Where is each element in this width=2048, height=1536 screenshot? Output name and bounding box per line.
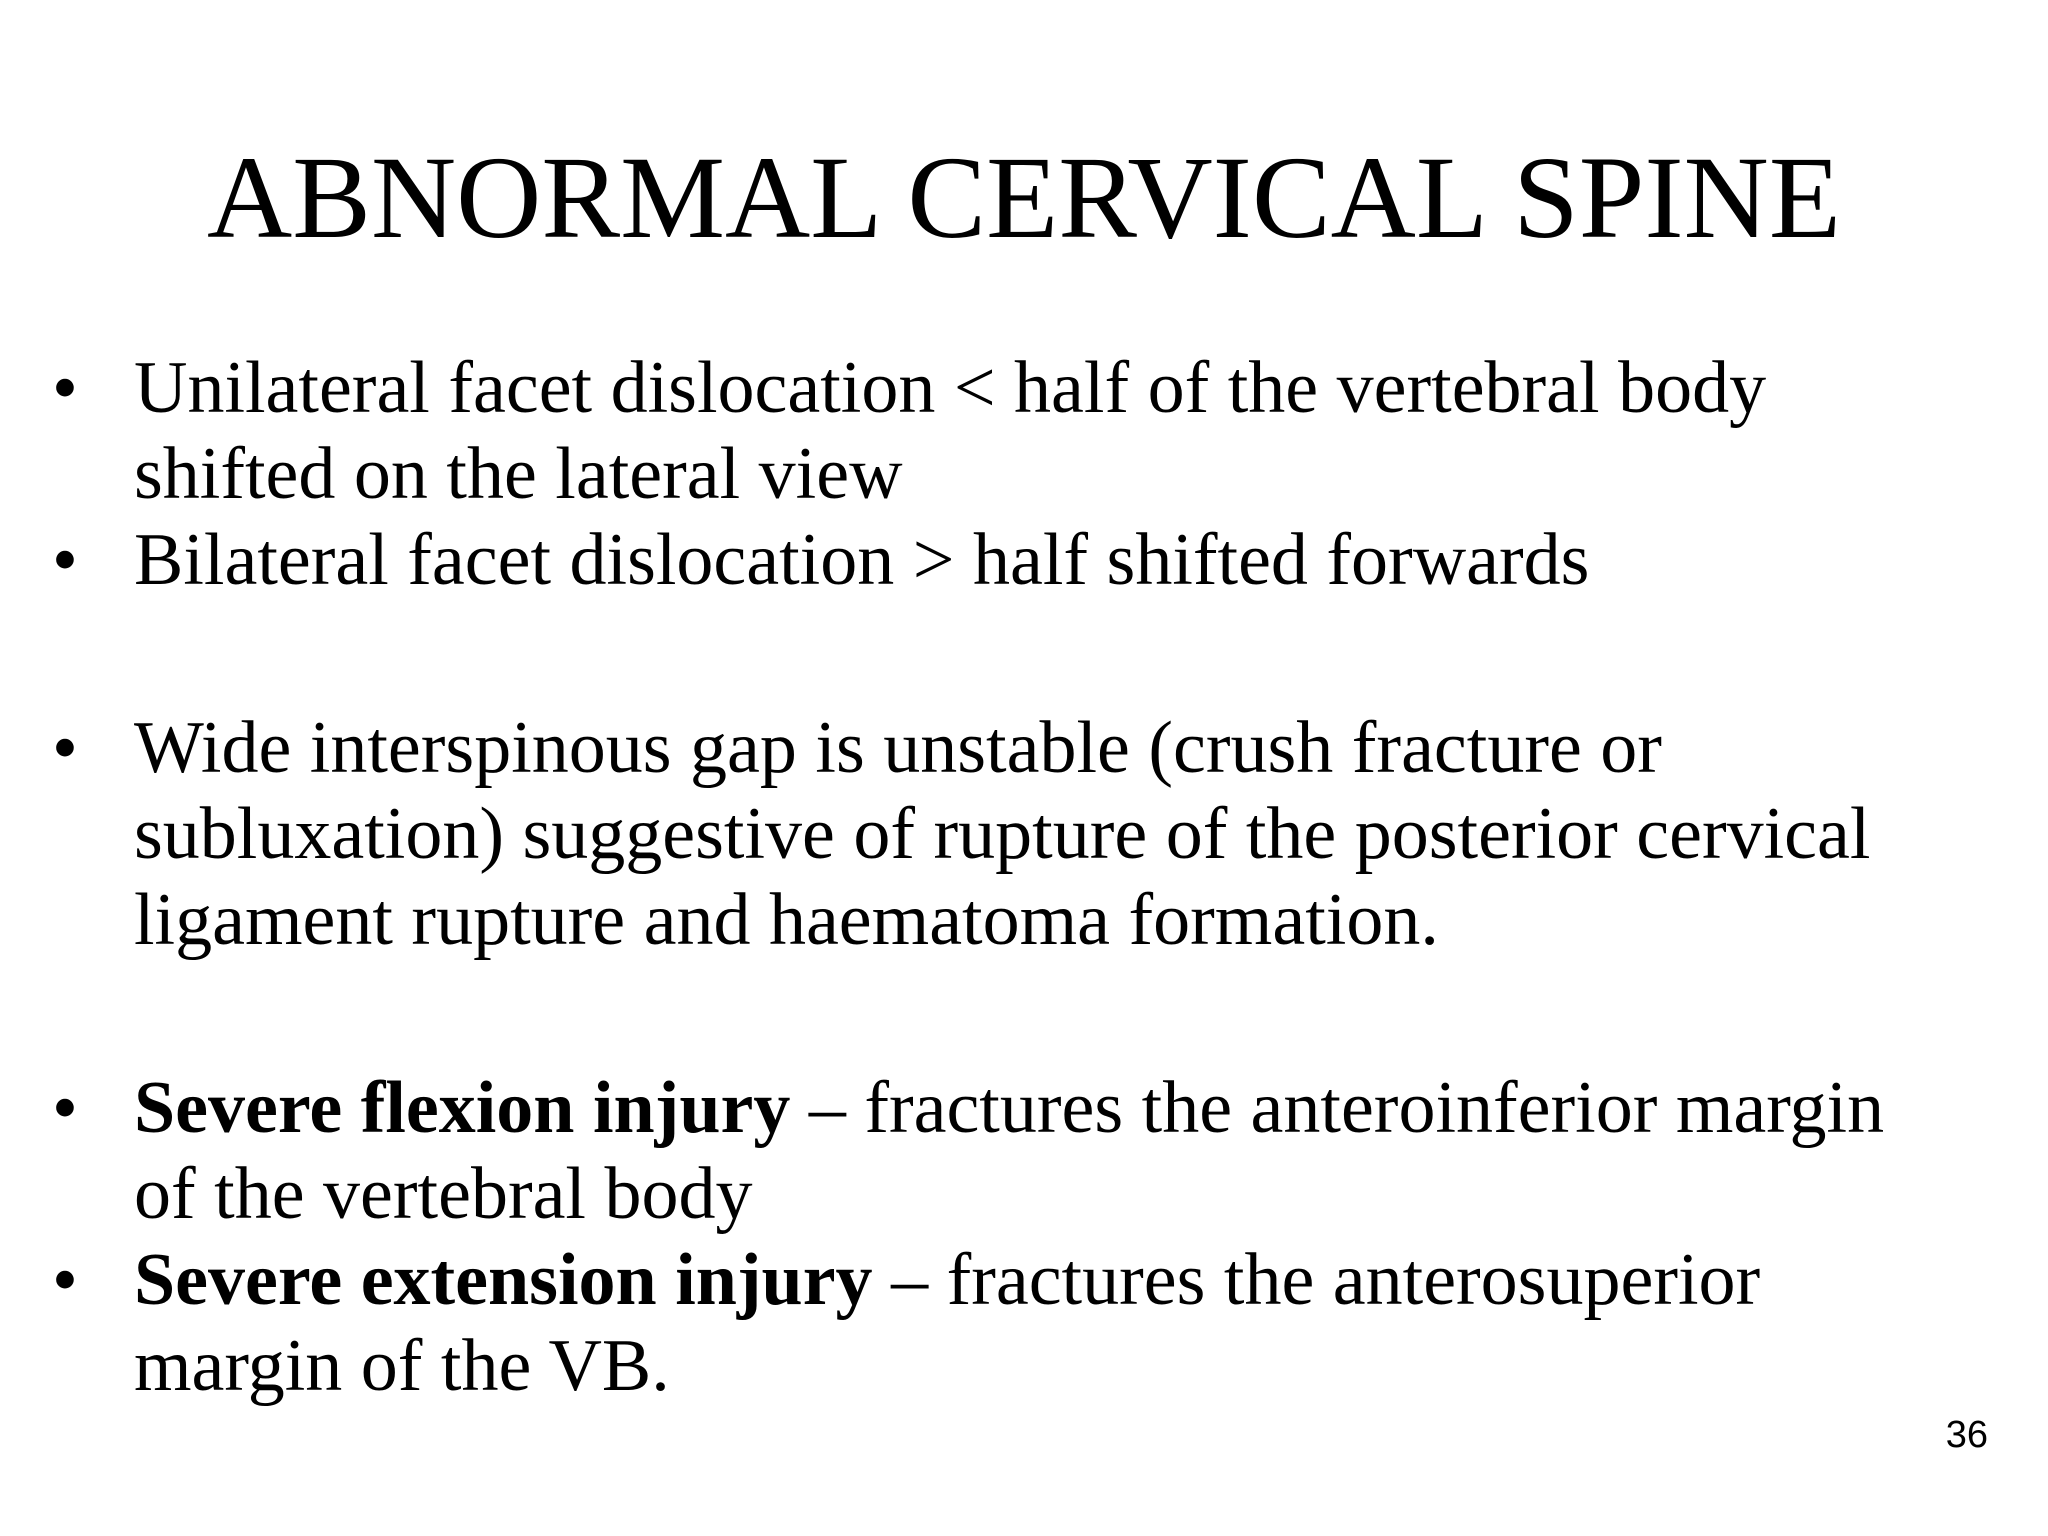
bullet-list: [52, 345, 1952, 1409]
bullet-item: [52, 517, 1952, 603]
bullet-bold-text: Severe flexion injury: [134, 1067, 791, 1149]
bullet-icon: •: [52, 707, 78, 789]
bullet-icon: •: [52, 519, 78, 601]
bullet-icon: •: [52, 347, 78, 429]
bullet-item: [52, 705, 1952, 963]
bullet-item: [52, 1065, 1952, 1237]
bullet-bold-text: Severe extension injury: [134, 1239, 873, 1321]
bullet-item: [52, 1237, 1952, 1409]
bullet-text: Bilateral facet dislocation > half shifted forwards: [134, 519, 1590, 601]
bullet-text: Wide interspinous gap is unstable (crush fracture or subluxation) suggestive of rupture of the posterior cervical ligament rupture and haematoma formation.: [134, 707, 1871, 961]
bullet-icon: •: [52, 1067, 78, 1149]
bullet-icon: •: [52, 1239, 78, 1321]
slide-title: ABNORMAL CERVICAL SPINE: [207, 132, 1841, 263]
bullet-text: Unilateral facet dislocation < half of the vertebral body shifted on the lateral view: [134, 347, 1767, 515]
bullet-item: [52, 345, 1952, 517]
bullet-text: – fractures the anterosuperior margin of the VB.: [134, 1239, 1761, 1407]
page-number: 36: [1945, 1414, 1988, 1456]
bullet-text: – fractures the anteroinferior margin of the vertebral body: [134, 1067, 1885, 1235]
